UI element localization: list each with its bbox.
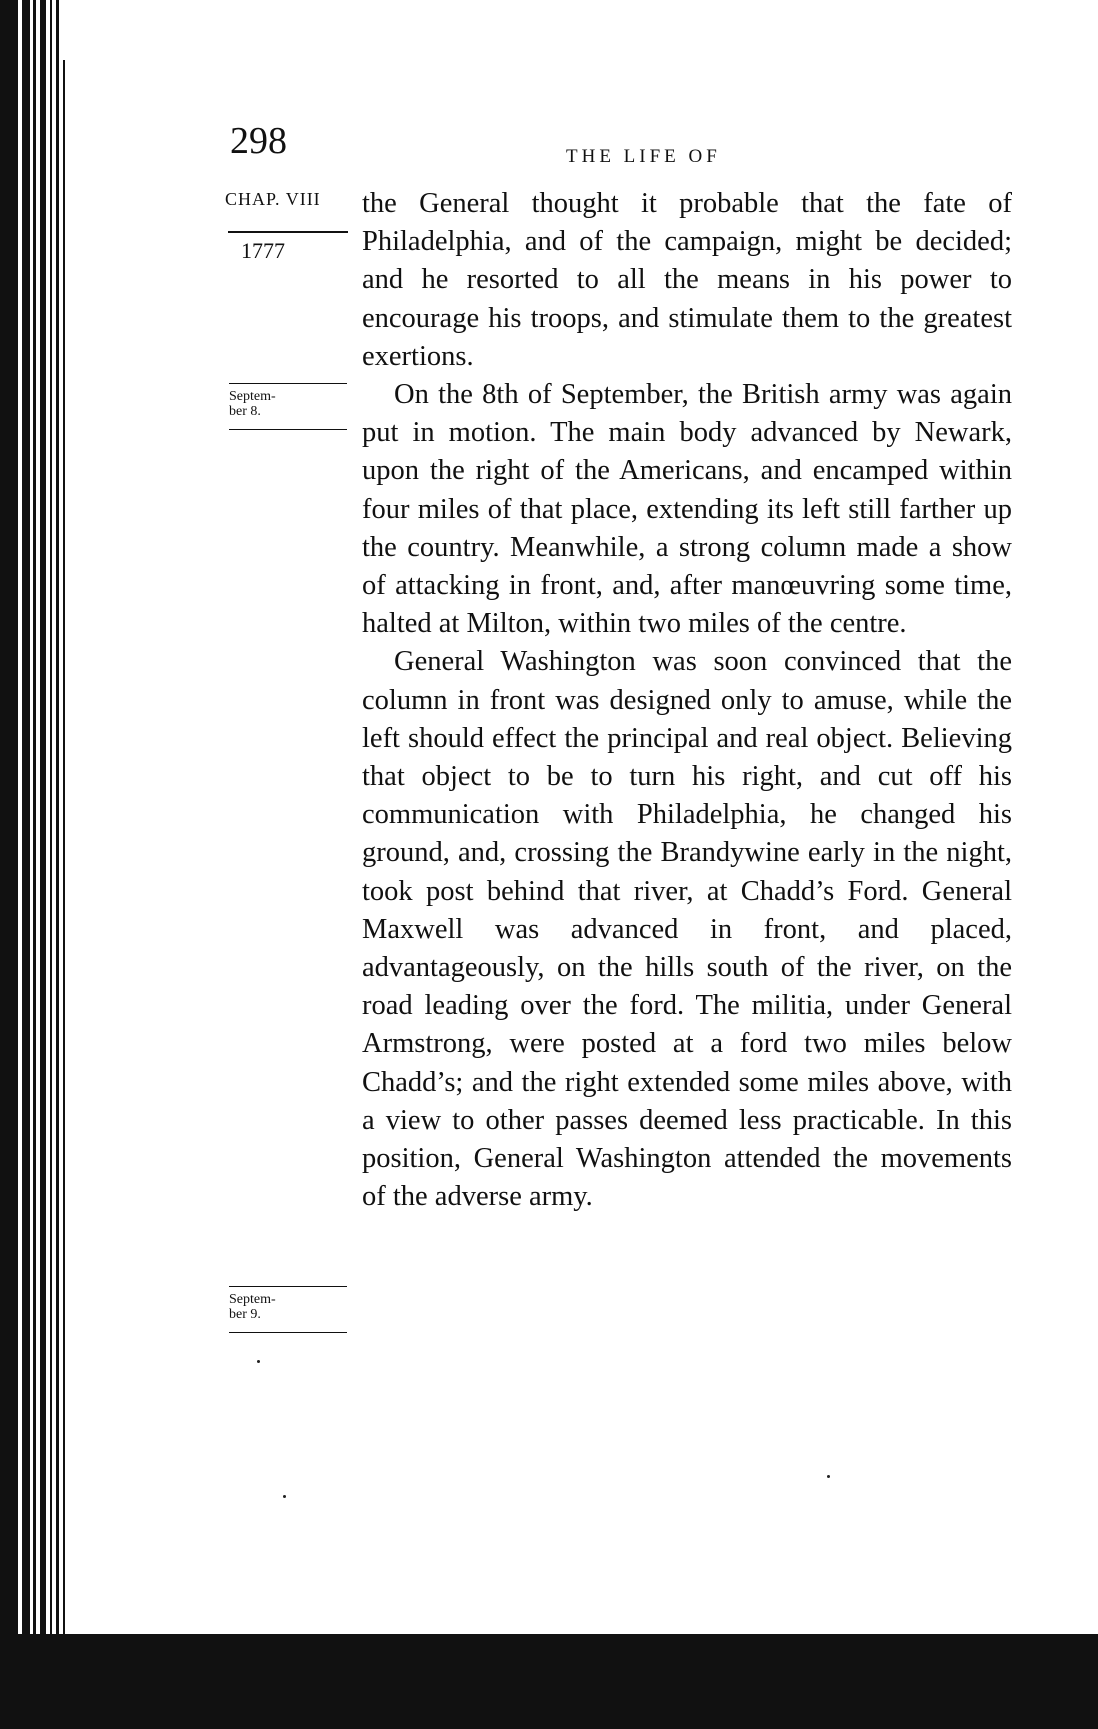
margin-note-september-8	[229, 389, 347, 419]
page-number: 298	[230, 120, 287, 162]
chapter-label: CHAP. VIII	[225, 189, 321, 209]
paragraph-2: On the 8th of September, the British army was again put in motion. The main body advanced by Newark, upon the right of the Americans, and encamped within four miles of that place, extending its left still farther up the country. Meanwhile, a strong column made a show of attacking in front, and, after manœuvring some time, halted at Milton, within two miles of the centre.	[362, 379, 1012, 640]
margin-note-text: Septem-ber 8.	[229, 389, 276, 419]
margin-note-september-9	[229, 1292, 347, 1322]
margin-note-bottom-rule	[229, 429, 347, 430]
scan-bottom-edge	[0, 1634, 1098, 1729]
margin-note-top-rule	[229, 1286, 347, 1287]
margin-note-top-rule	[229, 383, 347, 384]
paragraph-3: General Washington was soon convinced that the column in front was designed only to amuse, while the left should effect the principal and real object. Believing that object to be to turn his right, and cut off his communication with Philadelphia, he changed his ground, and, crossing the Brandywine early in the night, took post behind that river, at Chadd’s Ford. General Maxwell was advanced in front, and placed, advantageously, on the hills south of the river, on the road leading over the ford. The militia, under General Armstrong, were posted at a ford two miles below Chadd’s; and the right extended some miles above, with a view to other passes deemed less practicable. In this position, General Washington attended the movements of the adverse army.	[362, 646, 1012, 1213]
scan-speck	[827, 1475, 830, 1478]
scan-speck	[257, 1360, 260, 1363]
year-note: 1777	[241, 238, 285, 263]
margin-note-text: Septem-ber 9.	[229, 1292, 276, 1322]
scan-speck	[283, 1495, 286, 1498]
chapter-rule	[228, 231, 348, 233]
running-title: THE LIFE OF	[566, 146, 721, 167]
margin-note-bottom-rule	[229, 1332, 347, 1333]
paragraph-1: the General thought it probable that the fate of Philadelphia, and of the campaign, might be decided; and he resorted to all the means in his power to encourage his troops, and stimulate them to the greatest exertions.	[362, 188, 1012, 372]
binding-shadow	[0, 0, 70, 1729]
body-text	[362, 185, 1012, 1216]
